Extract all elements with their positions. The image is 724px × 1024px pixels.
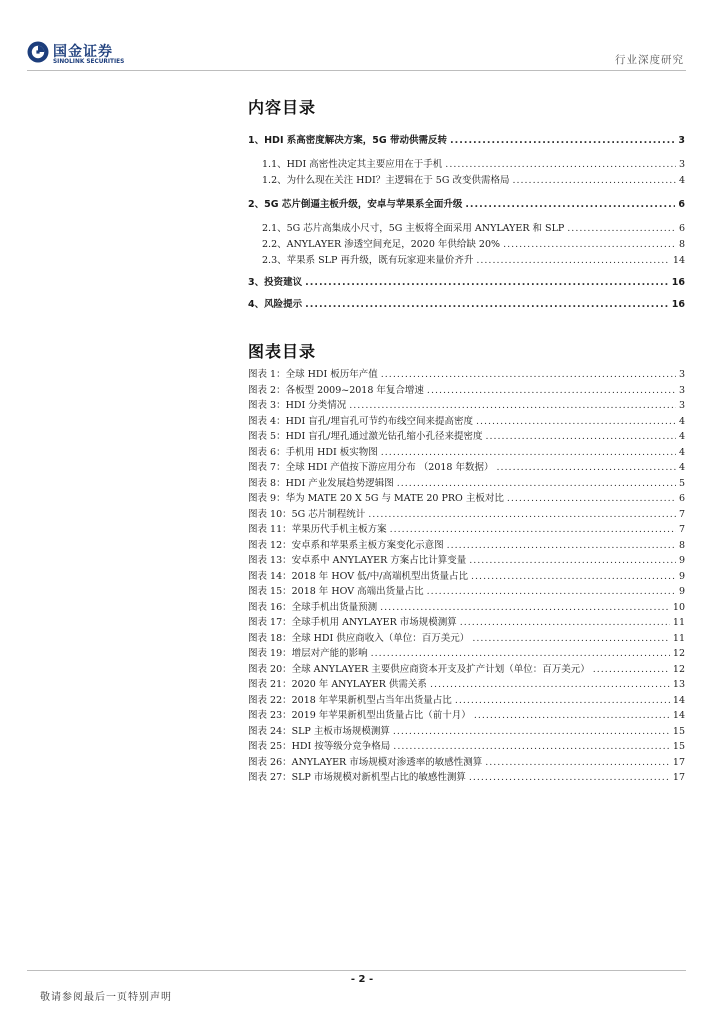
dot-leader — [507, 493, 676, 504]
toc-figure-entry-page: 17 — [672, 756, 685, 768]
toc-figure-entry-page: 10 — [672, 601, 685, 613]
footer-disclaimer: 敬请参阅最后一页特别声明 — [40, 992, 172, 1003]
toc-figure-entry-text: 图表 2：各板型 2009~2018 年复合增速 — [248, 384, 424, 396]
toc-section-entry[interactable] — [248, 274, 685, 288]
dot-leader — [450, 135, 675, 146]
dot-leader — [460, 617, 670, 628]
page-number: - 2 - — [350, 974, 374, 985]
toc-figure-entry-text: 图表 19：增层对产能的影响 — [248, 648, 368, 659]
toc-figure-entry[interactable] — [248, 537, 685, 551]
toc-figure-entry-text: 图表 14：2018 年 HOV 低/中/高端机型出货量占比 — [248, 570, 469, 582]
toc-figure-entry-page: 8 — [678, 539, 685, 551]
toc-figure-entry-page: 12 — [672, 648, 685, 659]
toc-figure-entry-page: 3 — [678, 384, 685, 396]
toc-figure-entry-page: 13 — [672, 679, 685, 690]
toc-figure-entry[interactable] — [248, 692, 685, 706]
toc-figure-entry[interactable] — [248, 506, 685, 520]
toc-subsection-entry[interactable] — [262, 252, 685, 266]
toc-subsection-entry-page: 4 — [678, 175, 685, 186]
toc-subsection-entry-text: 2.2、ANYLAYER 渗透空间充足，2020 年供给缺 20% — [262, 239, 501, 250]
dot-leader — [427, 586, 676, 597]
toc-subsection-entry-text: 1.1、HDI 高密性决定其主要应用在于手机 — [262, 159, 443, 170]
toc-figure-entry-page: 14 — [672, 694, 685, 706]
toc-section-entry-page: 16 — [671, 277, 685, 288]
toc-section-entry-text: 3、投资建议 — [248, 277, 303, 288]
page-header — [0, 0, 724, 80]
toc-figure-entry[interactable] — [248, 614, 685, 628]
toc-subsection-entry-page: 6 — [678, 223, 685, 234]
toc-figure-entry-page: 14 — [672, 710, 685, 721]
toc-figure-entry-text: 图表 10：5G 芯片制程统计 — [248, 508, 366, 520]
dot-leader — [512, 175, 675, 186]
toc-section-entry-page: 3 — [678, 135, 685, 146]
logo-chinese-name: 国金证券 — [53, 44, 113, 60]
contents-title: 内容目录 — [248, 98, 317, 117]
dot-leader — [427, 385, 676, 396]
toc-figure-entry-text: 图表 7：全球 HDI 产值按下游应用分布 （2018 年数据） — [248, 462, 494, 473]
footer-divider — [27, 970, 686, 971]
toc-figure-entry-text: 图表 27：SLP 市场规模对新机型占比的敏感性测算 — [248, 772, 466, 783]
header-divider — [27, 70, 686, 71]
toc-figure-entry-text: 图表 21：2020 年 ANYLAYER 供需关系 — [248, 679, 427, 690]
toc-figure-entry-page: 9 — [678, 555, 685, 566]
toc-figure-entry[interactable] — [248, 599, 685, 613]
dot-leader — [393, 726, 670, 737]
toc-figure-entry-text: 图表 9：华为 MATE 20 X 5G 与 MATE 20 PRO 主板对比 — [248, 493, 504, 504]
toc-figure-entry-text: 图表 22：2018 年苹果新机型占当年出货量占比 — [248, 694, 452, 706]
toc-subsection-entry-page: 14 — [672, 255, 685, 266]
toc-figure-entry[interactable] — [248, 366, 685, 380]
dot-leader — [447, 540, 676, 551]
report-type-label: 行业深度研究 — [615, 54, 684, 66]
toc-figure-entry[interactable] — [248, 723, 685, 737]
toc-figure-entry-text: 图表 13：安卓系中 ANYLAYER 方案占比计算变量 — [248, 555, 467, 566]
toc-section-entry-page: 6 — [678, 199, 685, 210]
toc-figure-entry[interactable] — [248, 754, 685, 768]
toc-subsection-entry-text: 2.1、5G 芯片高集成小尺寸，5G 主板将全面采用 ANYLAYER 和 SLP — [262, 223, 565, 234]
toc-figure-entry[interactable] — [248, 568, 685, 582]
dot-leader — [371, 648, 670, 659]
toc-figure-entry-page: 4 — [678, 415, 685, 427]
toc-figure-entry[interactable] — [248, 769, 685, 783]
toc-figure-entry-page: 11 — [672, 632, 685, 644]
toc-figure-entry-text: 图表 16：全球手机出货量预测 — [248, 601, 378, 613]
sinolink-logo-icon — [27, 41, 49, 63]
toc-figure-entry[interactable] — [248, 583, 685, 597]
dot-leader — [445, 159, 676, 170]
toc-subsection-entry[interactable] — [262, 172, 685, 186]
toc-figure-entry-page: 15 — [672, 725, 685, 737]
toc-figure-entry[interactable] — [248, 428, 685, 442]
toc-figure-entry[interactable] — [248, 475, 685, 489]
toc-figure-entry-text: 图表 15：2018 年 HOV 高端出货量占比 — [248, 586, 424, 597]
dot-leader — [476, 416, 676, 427]
dot-leader — [393, 741, 670, 752]
toc-figure-entry-page: 11 — [672, 617, 685, 628]
toc-figure-entry-text: 图表 20：全球 ANYLAYER 主要供应商资本开支及扩产计划（单位：百万美元） — [248, 663, 590, 675]
dot-leader — [349, 400, 676, 411]
dot-leader — [469, 772, 670, 783]
dot-leader — [476, 255, 670, 266]
dot-leader — [472, 633, 670, 644]
toc-section-entry-text: 2、5G 芯片倒逼主板升级，安卓与苹果系全面升级 — [248, 199, 463, 210]
figures-title: 图表目录 — [248, 342, 317, 361]
logo-english-name: SINOLINK SECURITIES — [53, 59, 125, 65]
toc-section-entry-text: 4、风险提示 — [248, 299, 303, 310]
toc-figure-entry[interactable] — [248, 413, 685, 427]
toc-figure-entry-text: 图表 24：SLP 主板市场规模测算 — [248, 725, 390, 737]
toc-figure-entry-text: 图表 17：全球手机用 ANYLAYER 市场规模测算 — [248, 617, 457, 628]
toc-figure-entry-page: 9 — [678, 586, 685, 597]
dot-leader — [305, 299, 669, 310]
toc-figure-entry-text: 图表 25：HDI 按等级分竞争格局 — [248, 741, 391, 752]
toc-figure-entry-page: 12 — [672, 663, 685, 675]
toc-section-entry-page: 16 — [671, 299, 685, 310]
toc-subsection-entry[interactable] — [262, 220, 685, 234]
dot-leader — [390, 524, 676, 535]
dot-leader — [469, 555, 676, 566]
toc-figure-entry-text: 图表 3：HDI 分类情况 — [248, 400, 347, 411]
toc-section-entry[interactable] — [248, 196, 685, 210]
toc-subsection-entry[interactable] — [262, 236, 685, 250]
toc-figure-entry-text: 图表 18：全球 HDI 供应商收入（单位：百万美元） — [248, 632, 470, 644]
toc-figure-entry-text: 图表 5：HDI 盲孔/埋孔通过激光钻孔缩小孔径来提密度 — [248, 431, 483, 442]
toc-figure-entry-text: 图表 4：HDI 盲孔/埋盲孔可节约布线空间来提高密度 — [248, 415, 473, 427]
toc-figure-entry-page: 7 — [678, 524, 685, 535]
toc-figure-entry[interactable] — [248, 738, 685, 752]
toc-figure-entry-text: 图表 11：苹果历代手机主板方案 — [248, 524, 387, 535]
company-logo — [27, 41, 137, 71]
toc-figure-entry-text: 图表 6：手机用 HDI 板实物图 — [248, 446, 378, 458]
toc-figure-entry-text: 图表 23：2019 年苹果新机型出货量占比（前十月） — [248, 710, 471, 721]
toc-figure-entry-page: 4 — [678, 431, 685, 442]
toc-figure-entry-text: 图表 8：HDI 产业发展趋势逻辑图 — [248, 477, 394, 489]
toc-figure-entry-page: 7 — [678, 508, 685, 520]
toc-figure-entry-page: 17 — [672, 772, 685, 783]
toc-figure-entry[interactable] — [248, 630, 685, 644]
dot-leader — [305, 277, 669, 288]
dot-leader — [485, 431, 676, 442]
dot-leader — [368, 509, 676, 520]
dot-leader — [471, 571, 676, 582]
dot-leader — [567, 223, 676, 234]
dot-leader — [381, 447, 676, 458]
toc-figure-entry[interactable] — [248, 444, 685, 458]
dot-leader — [485, 757, 670, 768]
dot-leader — [496, 462, 675, 473]
toc-section-entry[interactable] — [248, 296, 685, 310]
toc-subsection-entry[interactable] — [262, 156, 685, 170]
toc-figure-entry-text: 图表 26：ANYLAYER 市场规模对渗透率的敏感性测算 — [248, 756, 483, 768]
toc-subsection-entry-page: 3 — [678, 159, 685, 170]
toc-figure-entry[interactable] — [248, 490, 685, 504]
dot-leader — [380, 602, 670, 613]
toc-figure-entry-page: 4 — [678, 446, 685, 458]
toc-figure-entry[interactable] — [248, 459, 685, 473]
toc-figure-entry[interactable] — [248, 382, 685, 396]
toc-figure-entry-page: 15 — [672, 741, 685, 752]
dot-leader — [455, 695, 670, 706]
dot-leader — [465, 199, 675, 210]
toc-figure-entry-text: 图表 12：安卓系和苹果系主板方案变化示意图 — [248, 539, 444, 551]
toc-figure-entry[interactable] — [248, 661, 685, 675]
toc-figure-entry-page: 6 — [678, 493, 685, 504]
dot-leader — [430, 679, 670, 690]
dot-leader — [474, 710, 670, 721]
dot-leader — [381, 369, 676, 380]
toc-subsection-entry-text: 1.2、为什么现在关注 HDI？主逻辑在于 5G 改变供需格局 — [262, 175, 510, 186]
toc-figure-entry[interactable] — [248, 521, 685, 535]
toc-figure-entry-page: 4 — [678, 462, 685, 473]
dot-leader — [503, 239, 676, 250]
dot-leader — [397, 478, 676, 489]
toc-figure-entry-text: 图表 1：全球 HDI 板历年产值 — [248, 369, 378, 380]
toc-figure-entry-page: 5 — [678, 477, 685, 489]
toc-subsection-entry-page: 8 — [678, 239, 685, 250]
toc-subsection-entry-text: 2.3、苹果系 SLP 再升级，既有玩家迎来量价齐升 — [262, 255, 474, 266]
toc-figure-entry[interactable] — [248, 552, 685, 566]
toc-figure-entry-page: 3 — [678, 400, 685, 411]
toc-figure-entry-page: 9 — [678, 570, 685, 582]
toc-section-entry[interactable] — [248, 132, 685, 146]
toc-figure-entry-page: 3 — [678, 369, 685, 380]
toc-figure-entry[interactable] — [248, 707, 685, 721]
toc-section-entry-text: 1、HDI 系高密度解决方案，5G 带动供需反转 — [248, 135, 448, 146]
toc-figure-entry[interactable] — [248, 645, 685, 659]
toc-figure-entry[interactable] — [248, 676, 685, 690]
toc-figure-entry[interactable] — [248, 397, 685, 411]
dot-leader — [593, 664, 670, 675]
